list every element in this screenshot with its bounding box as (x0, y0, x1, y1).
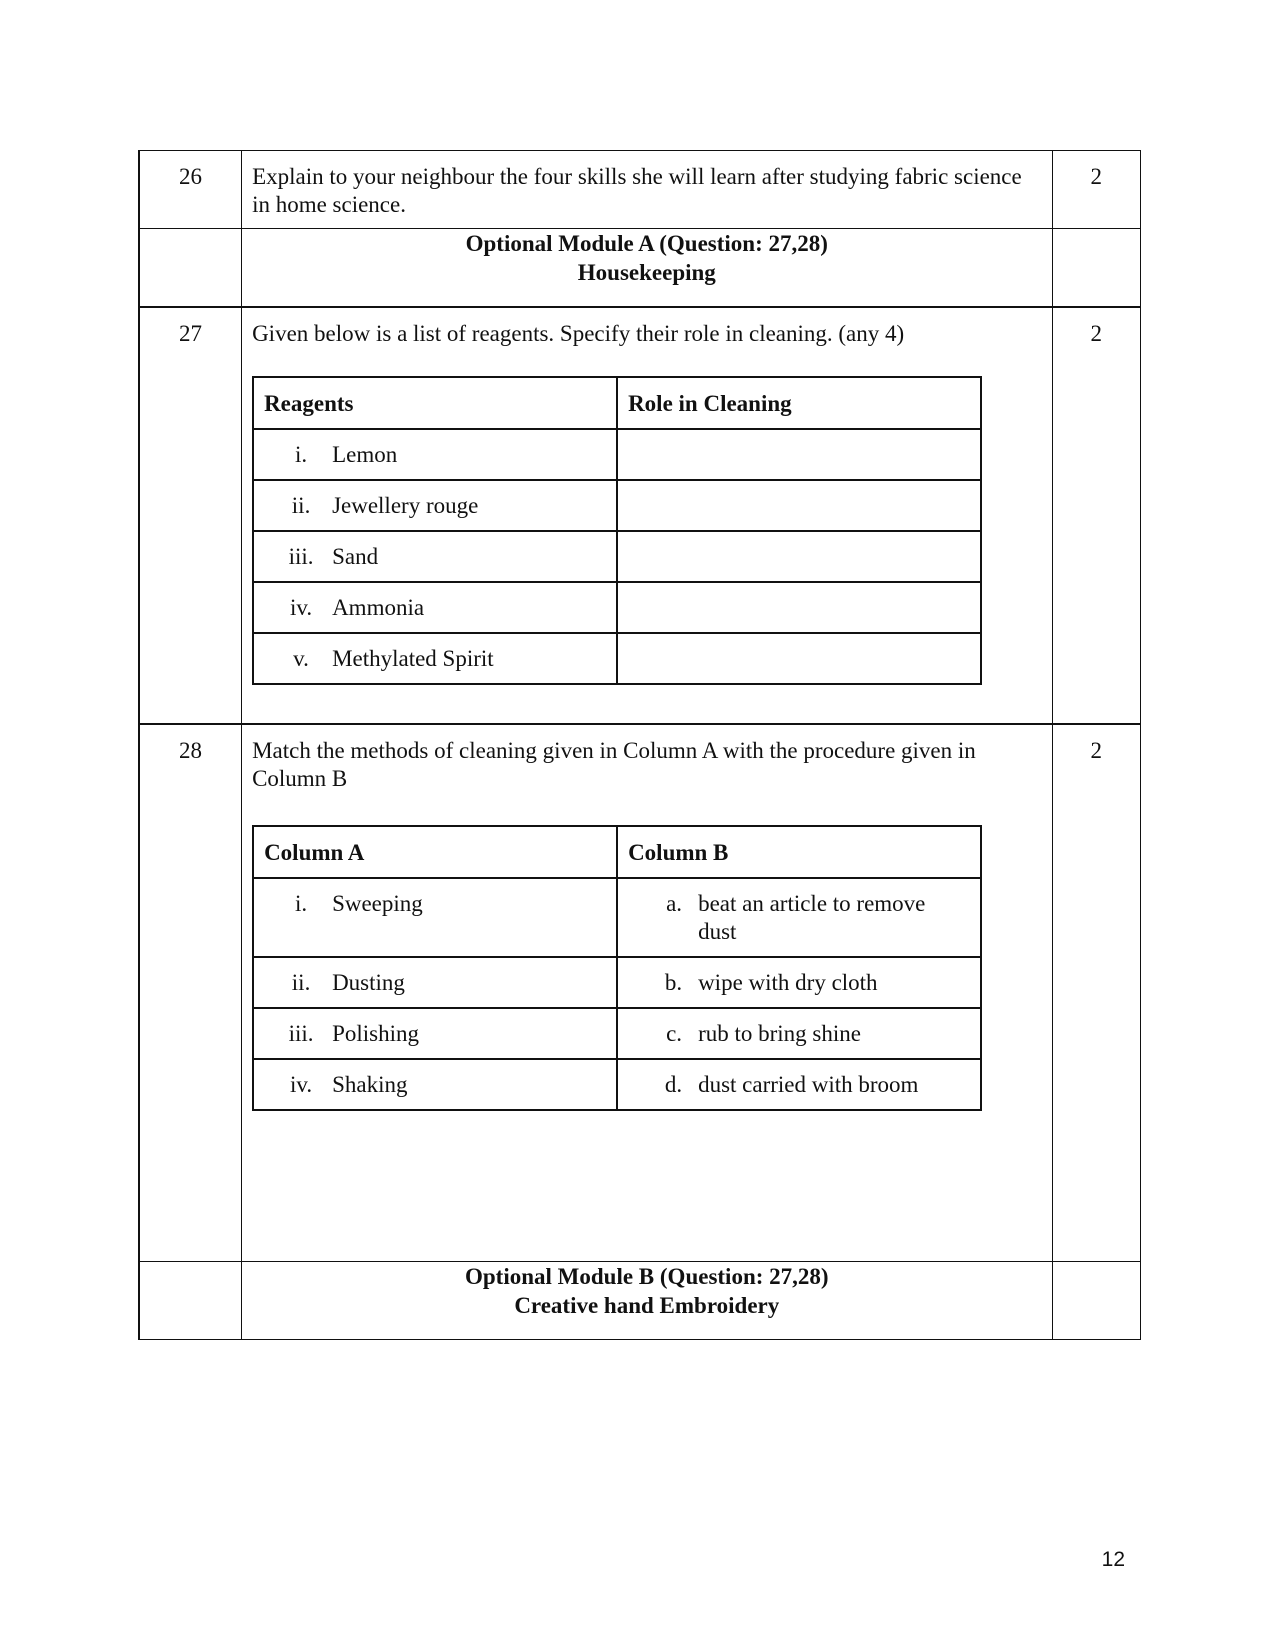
marks: 2 (1090, 320, 1102, 346)
column-a-cell (253, 878, 617, 957)
question-text-cell (242, 724, 1052, 1262)
role-cell (617, 582, 981, 633)
question-text: Explain to your neighbour the four skills she will learn after studying fabric science in home science. (252, 164, 1022, 217)
column-b-cell (617, 878, 981, 957)
reagent-cell (253, 531, 617, 582)
empty-cell (139, 1261, 242, 1339)
reagent-number: i. (294, 441, 308, 467)
question-row-26 (139, 151, 1141, 229)
method-number: i. (294, 890, 308, 916)
column-b-cell (617, 957, 981, 1008)
module-b-subtitle: Creative hand Embroidery (514, 1292, 780, 1318)
method-number: ii. (291, 969, 311, 995)
question-text-cell (242, 307, 1052, 724)
question-text-cell (242, 151, 1052, 229)
reagent-name: Sand (332, 543, 379, 569)
reagent-row (253, 582, 981, 633)
column-a-header: Column A (253, 826, 617, 878)
question-text: Given below is a list of reagents. Specify their role in cleaning. (any 4) (252, 320, 905, 346)
role-cell (617, 633, 981, 684)
question-number-cell (139, 151, 242, 229)
reagent-number: ii. (291, 492, 311, 518)
reagent-name: Methylated Spirit (332, 645, 494, 671)
empty-cell (1052, 229, 1141, 307)
procedure-letter: c. (666, 1020, 683, 1046)
reagent-number: v. (293, 645, 309, 671)
role-cell (617, 480, 981, 531)
reagents-header: Reagents (253, 377, 617, 429)
method-name: Sweeping (332, 890, 423, 916)
match-header-row (253, 826, 981, 878)
module-a-row (139, 229, 1141, 307)
empty-cell (139, 229, 242, 307)
question-number-cell (139, 307, 242, 724)
reagent-cell (253, 480, 617, 531)
question-number: 28 (179, 737, 203, 763)
page-number: 12 (1101, 1548, 1125, 1571)
procedure-text: dust carried with broom (698, 1071, 919, 1097)
match-table (252, 825, 982, 1111)
reagent-name: Ammonia (332, 594, 425, 620)
reagent-number: iii. (288, 543, 314, 569)
question-text: Match the methods of cleaning given in Column A with the procedure given in Column B (252, 737, 976, 791)
procedure-letter: a. (666, 890, 683, 916)
method-number: iii. (288, 1020, 314, 1046)
role-cell (617, 429, 981, 480)
question-row-27 (139, 307, 1141, 724)
procedure-letter: d. (664, 1071, 683, 1097)
module-b-title: Optional Module B (Question: 27,28) (465, 1263, 829, 1289)
role-cell (617, 531, 981, 582)
column-a-cell (253, 1008, 617, 1059)
match-row (253, 878, 981, 957)
module-b-heading (242, 1261, 1052, 1339)
reagent-row (253, 531, 981, 582)
match-row (253, 1008, 981, 1059)
procedure-text: rub to bring shine (698, 1020, 861, 1046)
reagent-table (252, 376, 982, 685)
question-number-cell (139, 724, 242, 1262)
module-a-heading (242, 229, 1052, 307)
module-a-title: Optional Module A (Question: 27,28) (465, 231, 828, 256)
marks: 2 (1090, 737, 1102, 763)
reagent-row (253, 480, 981, 531)
method-name: Polishing (332, 1020, 419, 1046)
question-table (138, 150, 1141, 1340)
reagent-row (253, 633, 981, 684)
question-number: 27 (179, 320, 203, 346)
marks-cell (1052, 724, 1141, 1262)
method-number: iv. (289, 1071, 313, 1097)
marks-cell (1052, 307, 1141, 724)
reagent-cell (253, 633, 617, 684)
procedure-letter: b. (664, 969, 683, 995)
reagent-name: Jewellery rouge (332, 492, 479, 518)
marks: 2 (1090, 164, 1102, 189)
column-b-header: Column B (617, 826, 981, 878)
column-b-cell (617, 1008, 981, 1059)
column-b-cell (617, 1059, 981, 1110)
reagent-cell (253, 429, 617, 480)
marks-cell (1052, 151, 1141, 229)
match-row (253, 957, 981, 1008)
question-row-28 (139, 724, 1141, 1262)
question-number: 26 (179, 164, 203, 189)
procedure-text: beat an article to remove dust (698, 890, 926, 944)
module-b-row (139, 1261, 1141, 1339)
reagent-number: iv. (289, 594, 313, 620)
column-a-cell (253, 957, 617, 1008)
reagent-cell (253, 582, 617, 633)
column-a-cell (253, 1059, 617, 1110)
module-a-subtitle: Housekeeping (577, 260, 716, 285)
reagent-name: Lemon (332, 441, 398, 467)
reagent-row (253, 429, 981, 480)
procedure-text: wipe with dry cloth (698, 969, 878, 995)
role-header: Role in Cleaning (617, 377, 981, 429)
reagent-header-row (253, 377, 981, 429)
method-name: Dusting (332, 969, 405, 995)
match-row (253, 1059, 981, 1110)
method-name: Shaking (332, 1071, 408, 1097)
empty-cell (1052, 1261, 1141, 1339)
